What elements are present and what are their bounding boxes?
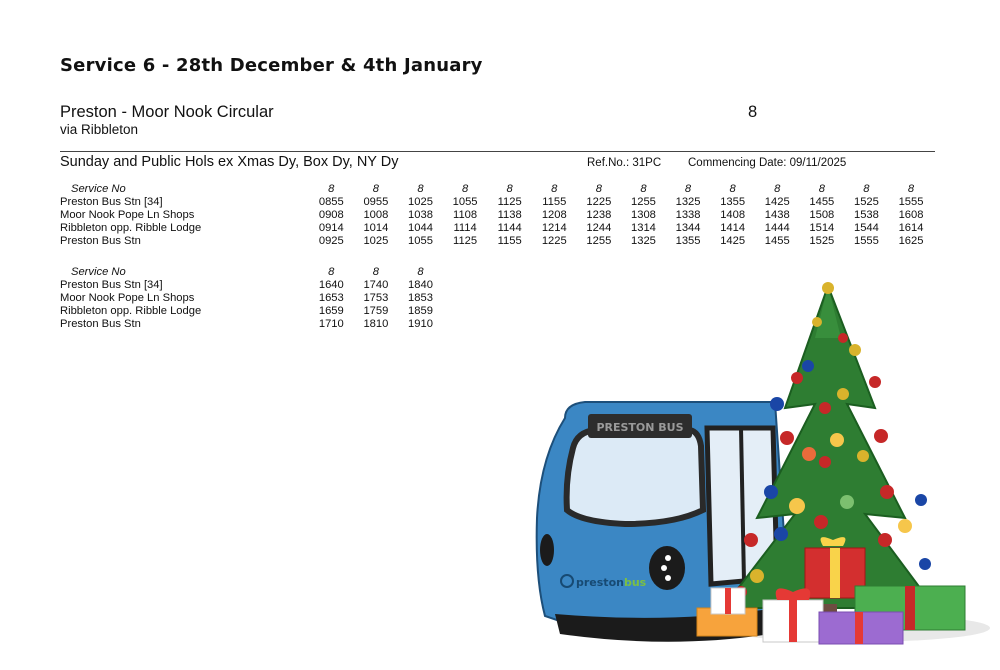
departure-time: 1840 — [408, 279, 433, 291]
departure-time: 1653 — [318, 292, 344, 304]
departure-time: 1255 — [631, 196, 656, 208]
stop-name: Preston Bus Stn [34] — [60, 196, 163, 208]
departure-time: 1544 — [853, 222, 879, 234]
timetable-row — [60, 235, 933, 248]
departure-time: 1125 — [497, 196, 522, 208]
departure-time: 1144 — [497, 222, 522, 234]
departure-time: 1008 — [363, 209, 389, 221]
departure-time: 1238 — [586, 209, 612, 221]
timetable-row — [60, 196, 933, 209]
departure-time: 1014 — [363, 222, 389, 234]
timetable-row — [60, 222, 933, 235]
departure-time: 1538 — [853, 209, 879, 221]
departure-time: 1055 — [452, 196, 478, 208]
departure-time: 1525 — [809, 235, 835, 247]
departure-time: 1025 — [363, 235, 389, 247]
departure-time: 1108 — [453, 209, 478, 221]
reference-number: Ref.No.: 31PC — [587, 157, 662, 169]
departure-time: 0908 — [318, 209, 344, 221]
departure-time: 1314 — [631, 222, 656, 234]
service-number-row — [60, 183, 933, 196]
service-number: 8 — [417, 183, 424, 195]
departure-time: 1244 — [586, 222, 612, 234]
departure-time: 1044 — [408, 222, 433, 234]
departure-time: 1038 — [408, 209, 433, 221]
departure-time: 0914 — [318, 222, 344, 234]
departure-time: 1214 — [541, 222, 567, 234]
departure-time: 1408 — [720, 209, 746, 221]
departure-time: 1810 — [363, 318, 389, 330]
stop-name: Moor Nook Pope Ln Shops — [60, 209, 195, 221]
operating-days: Sunday and Public Hols ex Xmas Dy, Box Dy, NY Dy — [60, 154, 399, 170]
departure-time: 1355 — [675, 235, 701, 247]
service-number: 8 — [372, 183, 379, 195]
bus-logo-suffix: bus — [623, 576, 647, 589]
departure-time: 1759 — [363, 305, 389, 317]
christmas-bus-illustration — [525, 278, 995, 670]
service-number: 8 — [461, 183, 469, 195]
timetable-row — [60, 305, 443, 318]
departure-time: 1640 — [318, 279, 344, 291]
departure-time: 1853 — [408, 292, 433, 304]
service-number: 8 — [907, 183, 915, 195]
departure-time: 1325 — [675, 196, 701, 208]
departure-time: 1608 — [898, 209, 924, 221]
departure-time: 1508 — [809, 209, 835, 221]
departure-time: 0855 — [318, 196, 344, 208]
destination-text: PRESTON BUS — [596, 421, 684, 434]
departure-time: 1355 — [720, 196, 746, 208]
service-number-label: Service No — [71, 183, 126, 195]
departure-time: 1155 — [542, 196, 567, 208]
tree-star — [822, 282, 834, 294]
stop-name: Ribbleton opp. Ribble Lodge — [60, 222, 202, 234]
departure-time: 1338 — [675, 209, 701, 221]
departure-time: 1138 — [497, 209, 522, 221]
departure-time: 1325 — [631, 235, 656, 247]
service-number: 8 — [640, 183, 647, 195]
header-divider — [60, 151, 935, 152]
service-number: 8 — [328, 266, 335, 278]
departure-time: 1308 — [631, 209, 656, 221]
departure-time: 1910 — [408, 318, 433, 330]
departure-time: 1255 — [586, 235, 612, 247]
departure-time: 0955 — [363, 196, 389, 208]
departure-time: 1438 — [764, 209, 790, 221]
stop-name: Preston Bus Stn — [60, 318, 141, 330]
departure-time: 1114 — [453, 222, 477, 234]
service-number: 8 — [372, 266, 379, 278]
left-headlight — [540, 534, 554, 566]
departure-time: 1740 — [363, 279, 389, 291]
page-title: Service 6 - 28th December & 4th January — [60, 55, 483, 76]
departure-time: 1425 — [720, 235, 746, 247]
departure-time: 1525 — [853, 196, 879, 208]
service-number-label: Service No — [71, 266, 126, 278]
service-number: 8 — [684, 183, 692, 195]
departure-time: 1125 — [453, 235, 478, 247]
departure-time: 1614 — [898, 222, 924, 234]
departure-time: 1225 — [586, 196, 612, 208]
departure-time: 1555 — [853, 235, 879, 247]
departure-time: 1414 — [720, 222, 746, 234]
departure-time: 1859 — [408, 305, 433, 317]
timetable-evening — [60, 266, 443, 331]
departure-time: 1659 — [318, 305, 344, 317]
service-number: 8 — [595, 183, 602, 195]
stop-name: Preston Bus Stn [34] — [60, 279, 163, 291]
route-number: 8 — [748, 103, 758, 121]
service-number: 8 — [417, 266, 424, 278]
departure-time: 1055 — [408, 235, 433, 247]
stop-name: Preston Bus Stn — [60, 235, 141, 247]
timetable-morning — [60, 183, 933, 248]
departure-time: 1225 — [541, 235, 567, 247]
stop-name: Ribbleton opp. Ribble Lodge — [60, 305, 202, 317]
svg-text:prestonbus — [576, 576, 647, 589]
departure-time: 1425 — [764, 196, 790, 208]
timetable-row — [60, 209, 933, 222]
departure-time: 1344 — [675, 222, 701, 234]
stop-name: Moor Nook Pope Ln Shops — [60, 292, 195, 304]
service-number: 8 — [818, 183, 825, 195]
departure-time: 1155 — [497, 235, 522, 247]
departure-time: 1514 — [809, 222, 835, 234]
bus-logo-text: preston — [576, 576, 624, 589]
departure-time: 1208 — [541, 209, 567, 221]
departure-time: 1625 — [898, 235, 924, 247]
timetable-row — [60, 279, 443, 292]
route-name: Preston - Moor Nook Circular — [60, 103, 274, 121]
departure-time: 1555 — [898, 196, 924, 208]
timetable-row — [60, 318, 443, 331]
departure-time: 1753 — [363, 292, 389, 304]
route-via: via Ribbleton — [60, 122, 139, 137]
departure-time: 1455 — [764, 235, 790, 247]
departure-time: 1025 — [408, 196, 433, 208]
service-number: 8 — [729, 183, 736, 195]
service-number: 8 — [551, 183, 558, 195]
departure-time: 1455 — [809, 196, 835, 208]
service-number: 8 — [506, 183, 513, 195]
service-number-row — [60, 266, 443, 279]
timetable-row — [60, 292, 443, 305]
departure-time: 1710 — [318, 318, 344, 330]
departure-time: 1444 — [764, 222, 790, 234]
service-number: 8 — [863, 183, 870, 195]
commencing-date: Commencing Date: 09/11/2025 — [688, 157, 847, 169]
departure-time: 0925 — [318, 235, 344, 247]
service-number: 8 — [328, 183, 335, 195]
service-number: 8 — [774, 183, 781, 195]
